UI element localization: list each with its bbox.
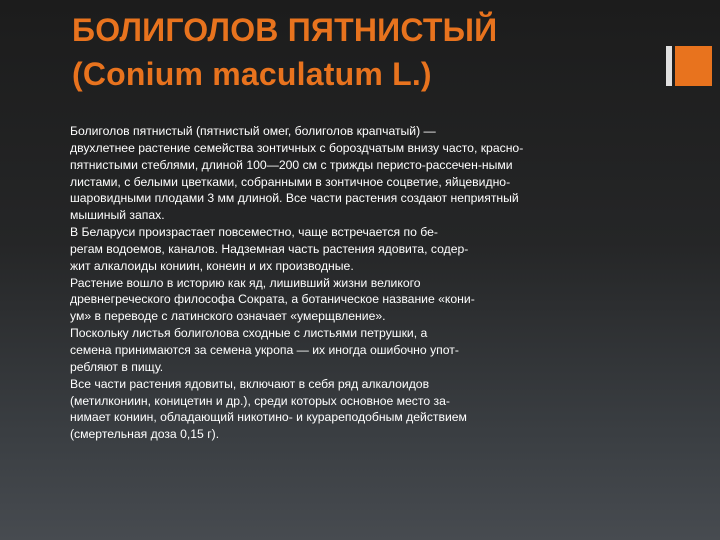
body-text-line: древнегреческого философа Сократа, а ботаническое название «кони- [70,292,475,307]
body-text-line: листами, с белыми цветками, собранными в зонтичное соцветие, яйцевидно- [70,174,511,189]
slide-body-text [70,123,645,443]
body-text-line: Растение вошло в историю как яд, лишивший жизни великого [70,275,421,290]
body-text-line: нимает кониин, обладающий никотино- и курареподобным действием [70,410,467,425]
slide-title [72,8,632,96]
body-text-line: жит алкалоиды кониин, конеин и их производные. [70,258,354,273]
accent-bars-decoration [666,46,712,86]
body-text-line: регам водоемов, каналов. Надземная часть растения ядовита, содер- [70,241,469,256]
body-text-line: В Беларуси произрастает повсеместно, чаще встречается по бе- [70,225,438,240]
body-text-line: Болиголов пятнистый (пятнистый омег, болиголов крапчатый) — [70,124,436,138]
body-text-line: (метилкониин, коницетин и др.), среди которых основное место за- [70,393,450,408]
body-text-line: ребляют в пищу. [70,359,164,374]
slide-title-line: БОЛИГОЛОВ ПЯТНИСТЫЙ [72,12,498,48]
body-text-line: Все части растения ядовиты, включают в себя ряд алкалоидов [70,376,430,391]
body-text-line: мышиный запах. [70,208,165,223]
body-text-line: шаровидными плодами 3 мм длиной. Все части растения создают неприятный [70,191,519,206]
accent-bar-light [666,46,672,86]
body-text-line: ум» в переводе с латинского означает «умерщвление». [70,309,386,324]
accent-bar-orange [675,46,712,86]
body-text-line: (смертельная доза 0,15 г). [70,427,220,442]
body-text-line: двухлетнее растение семейства зонтичных с бороздчатым внизу часто, красно- [70,140,524,155]
body-text-line: Поскольку листья болиголова сходные с листьями петрушки, а [70,326,428,341]
body-text-line: семена принимаются за семена укропа — их иногда ошибочно упот- [70,342,459,357]
slide-title-line: (Conium maculatum L.) [72,56,432,92]
body-text-line: пятнистыми стеблями, длиной 100—200 см с трижды перисто-рассечен-ными [70,157,513,172]
